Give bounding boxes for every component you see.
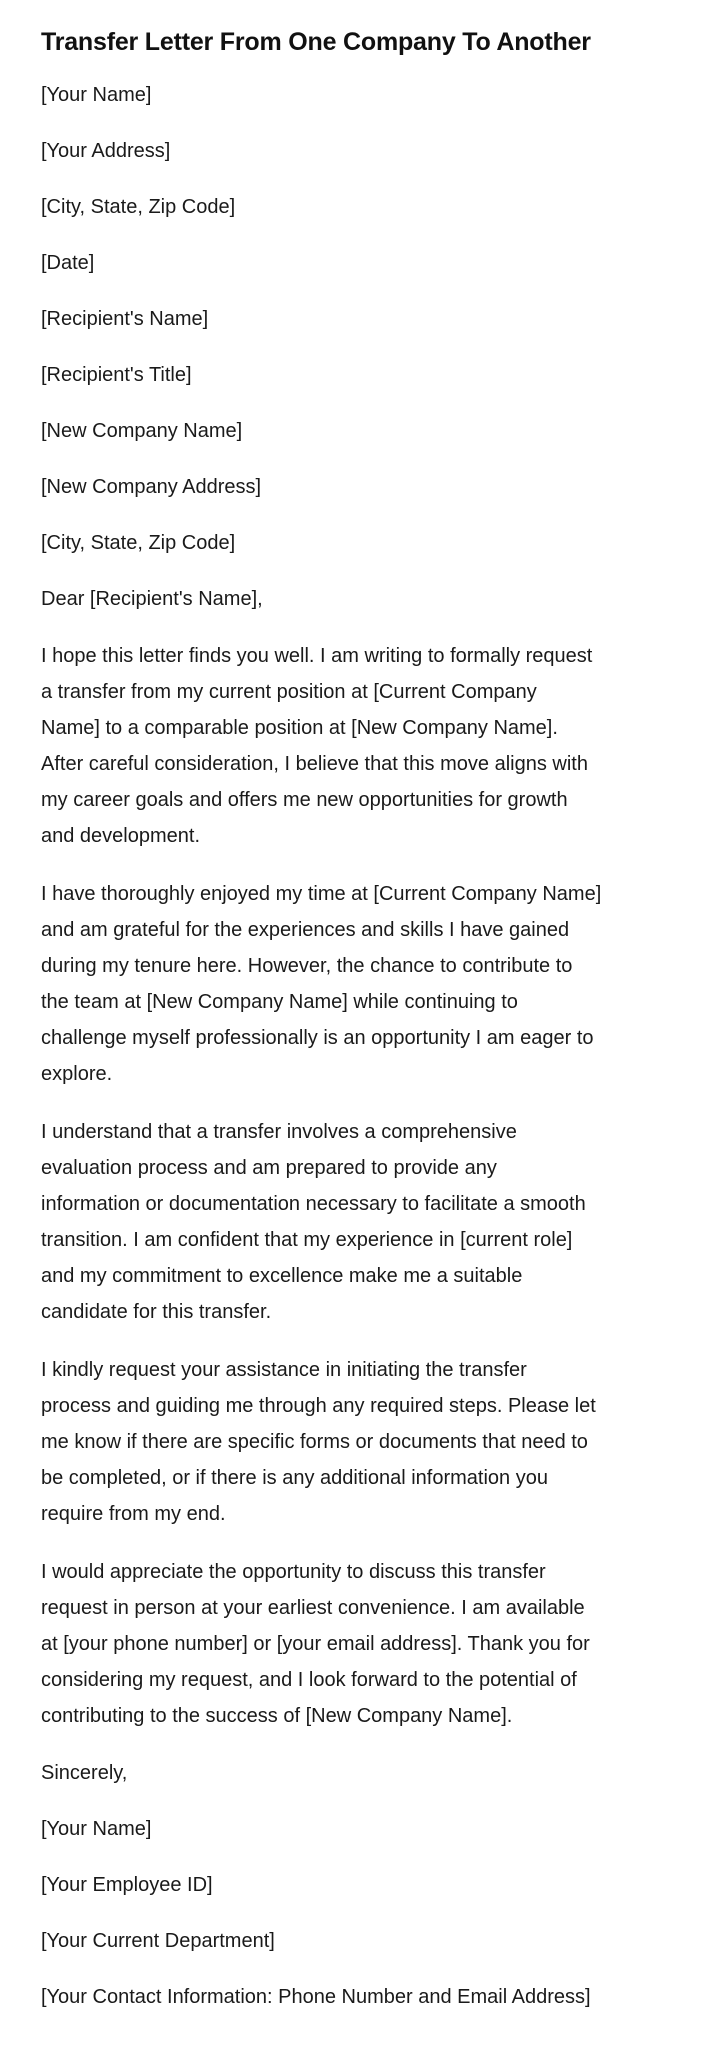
paragraph-line: me know if there are specific forms or documents that need to: [41, 1431, 588, 1453]
sender-block: [41, 78, 680, 560]
paragraph-line: process and guiding me through any required steps. Please let: [41, 1395, 596, 1417]
paragraph-line: I have thoroughly enjoyed my time at [Current Company Name]: [41, 883, 602, 905]
paragraph-line: information or documentation necessary to facilitate a smooth: [41, 1193, 586, 1215]
new-company-address: [New Company Address]: [41, 476, 262, 498]
paragraph-line: considering my request, and I look forward to the potential of: [41, 1669, 577, 1691]
paragraph-line: the team at [New Company Name] while continuing to: [41, 991, 518, 1013]
paragraph-line: my career goals and offers me new opportunities for growth: [41, 789, 568, 811]
closing: Sincerely,: [41, 1762, 128, 1784]
paragraph-line: require from my end.: [41, 1503, 226, 1525]
paragraph-line: I kindly request your assistance in initiating the transfer: [41, 1359, 527, 1381]
letter-title: Transfer Letter From One Company To Another: [41, 28, 591, 56]
recipient-name: [Recipient's Name]: [41, 308, 209, 330]
paragraph-line: After careful consideration, I believe that this move aligns with: [41, 753, 588, 775]
paragraph-line: contributing to the success of [New Company Name].: [41, 1705, 513, 1727]
recipient-title: [Recipient's Title]: [41, 364, 192, 386]
paragraph-line: I would appreciate the opportunity to discuss this transfer: [41, 1561, 546, 1583]
signature-contact-info: [Your Contact Information: Phone Number and Email Address]: [41, 1986, 591, 2008]
sender-name: [Your Name]: [41, 84, 152, 106]
paragraph-line: at [your phone number] or [your email address]. Thank you for: [41, 1633, 590, 1655]
paragraph-line: and development.: [41, 825, 201, 847]
paragraph-line: be completed, or if there is any additional information you: [41, 1467, 548, 1489]
paragraph-line: and my commitment to excellence make me a suitable: [41, 1265, 523, 1287]
paragraph-line: I understand that a transfer involves a comprehensive: [41, 1121, 517, 1143]
body-paragraph: [41, 638, 681, 854]
body-paragraph: [41, 1114, 681, 1330]
paragraph-line: transition. I am confident that my experience in [current role]: [41, 1229, 573, 1251]
paragraph-line: evaluation process and am prepared to provide any: [41, 1157, 497, 1179]
paragraph-line: I hope this letter finds you well. I am writing to formally request: [41, 645, 593, 667]
paragraph-line: a transfer from my current position at [Current Company: [41, 681, 537, 703]
signature-block: [41, 1812, 680, 2014]
paragraph-line: during my tenure here. However, the chance to contribute to: [41, 955, 573, 977]
paragraph-line: Name] to a comparable position at [New Company Name].: [41, 717, 558, 739]
letter-date: [Date]: [41, 252, 95, 274]
body-paragraph: [41, 1352, 681, 1532]
body-paragraph: [41, 876, 681, 1092]
paragraph-line: explore.: [41, 1063, 113, 1085]
salutation: Dear [Recipient's Name],: [41, 588, 263, 610]
paragraph-line: and am grateful for the experiences and skills I have gained: [41, 919, 570, 941]
body-paragraph: [41, 1554, 681, 1734]
paragraph-line: challenge myself professionally is an opportunity I am eager to: [41, 1027, 594, 1049]
signature-employee-id: [Your Employee ID]: [41, 1874, 213, 1896]
sender-city-state-zip: [City, State, Zip Code]: [41, 196, 236, 218]
paragraph-line: request in person at your earliest convenience. I am available: [41, 1597, 585, 1619]
paragraph-line: candidate for this transfer.: [41, 1301, 272, 1323]
signature-department: [Your Current Department]: [41, 1930, 275, 1952]
sender-address: [Your Address]: [41, 140, 171, 162]
new-company-name: [New Company Name]: [41, 420, 243, 442]
recipient-city-state-zip: [City, State, Zip Code]: [41, 532, 236, 554]
signature-name: [Your Name]: [41, 1818, 152, 1840]
